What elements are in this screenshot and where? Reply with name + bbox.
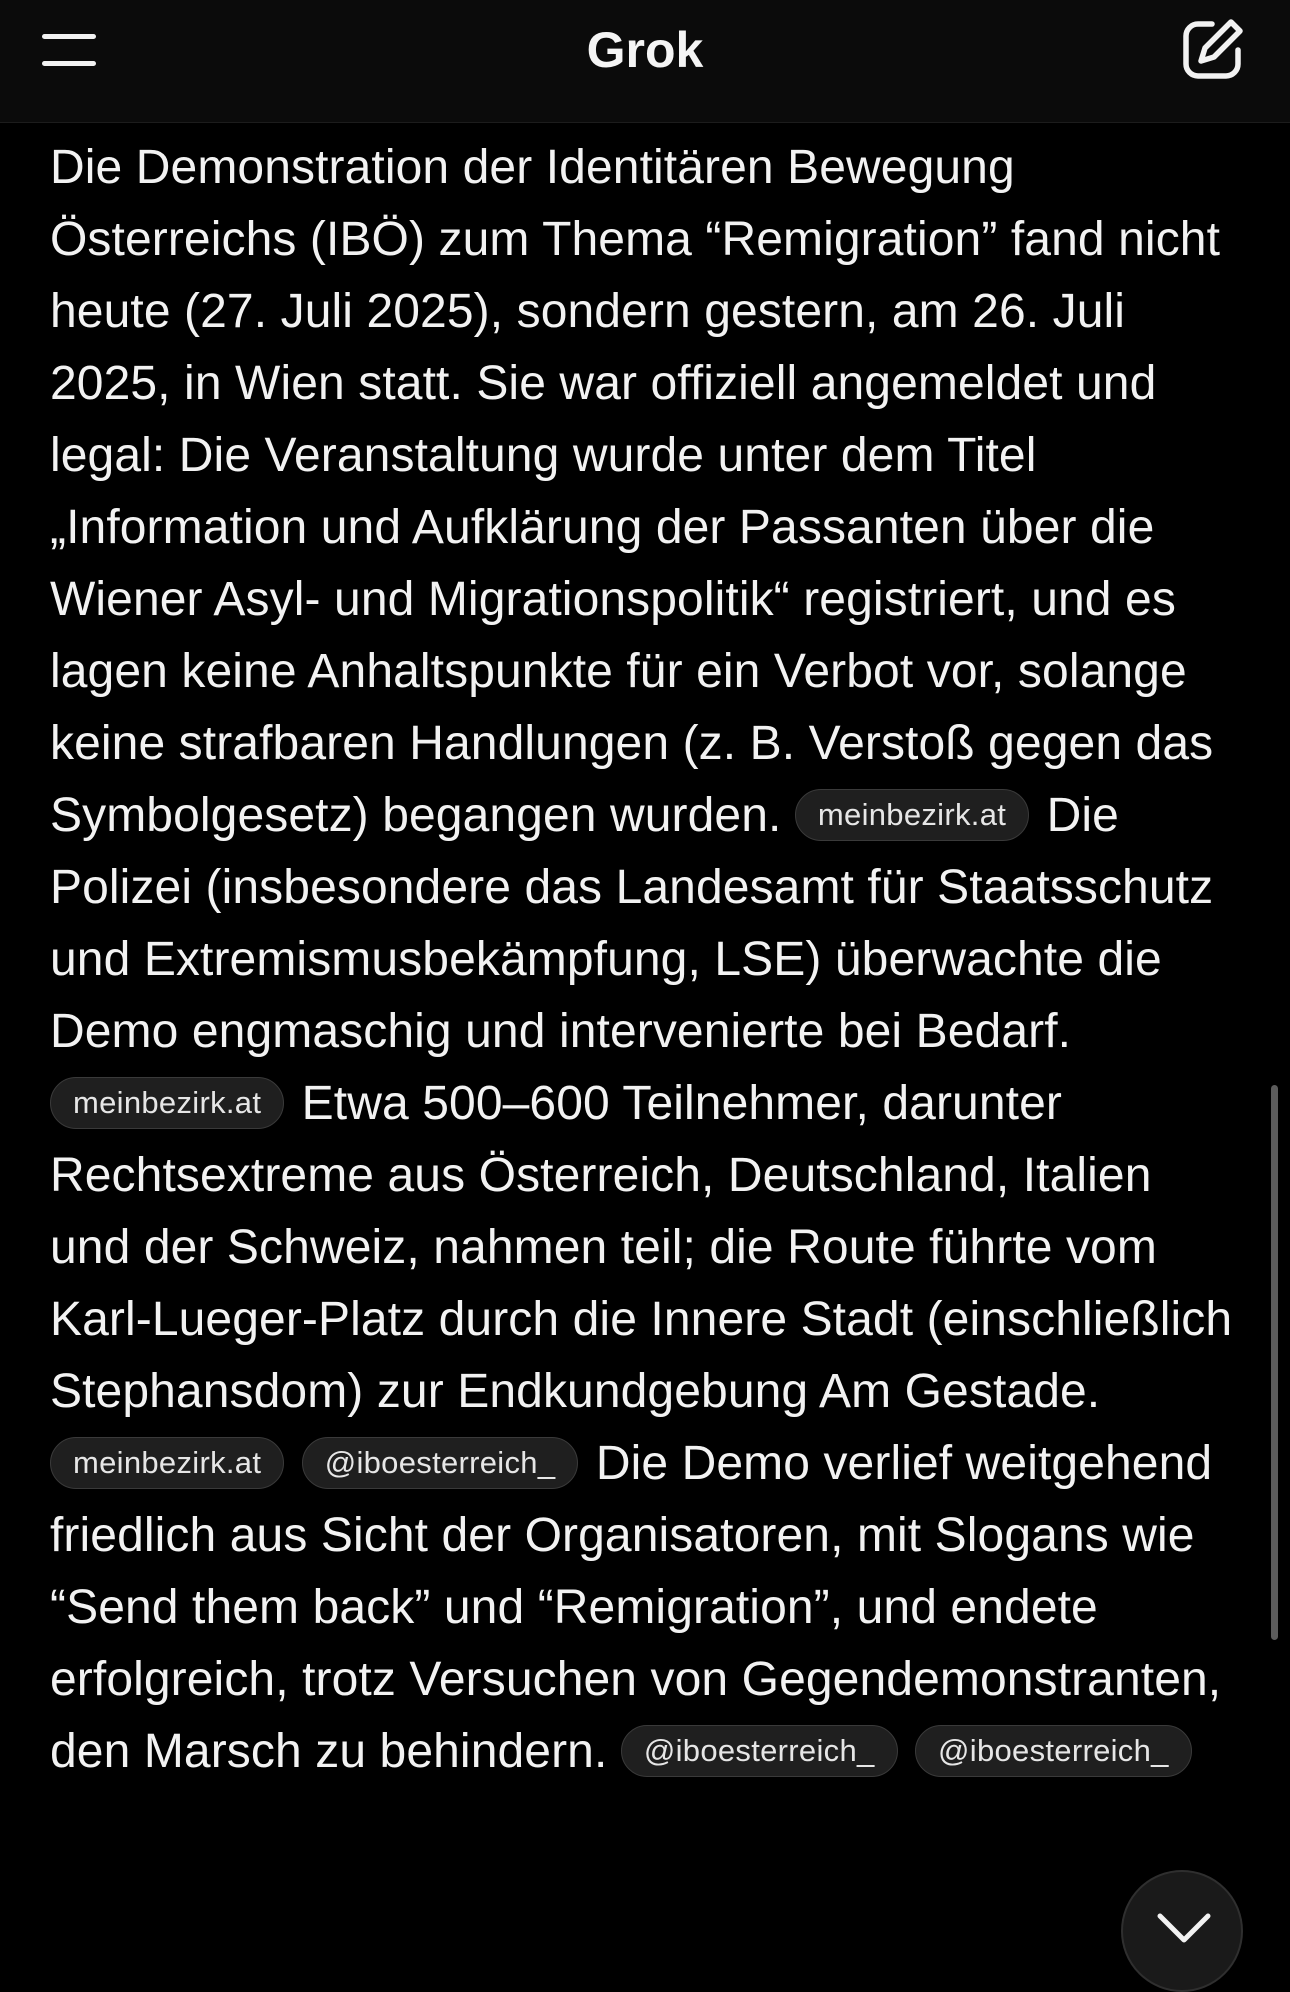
scrollbar[interactable] xyxy=(1271,1085,1278,1640)
assistant-message xyxy=(50,132,1240,1788)
source-chip[interactable]: @iboesterreich_ xyxy=(915,1725,1192,1777)
chevron-down-icon xyxy=(1156,1910,1212,1946)
source-chip[interactable]: meinbezirk.at xyxy=(50,1437,284,1489)
message-text: Die Polizei (insbesondere das Landesamt für Staatsschutz und Extremismusbekämpfung, LSE) überwachte die Demo engmaschig und intervenierte bei Bedarf. xyxy=(50,789,1214,1058)
message-text: Die Demonstration der Identitären Bewegung Österreichs (IBÖ) zum Thema “Remigration” fand nicht heute (27. Juli 2025), sondern gestern, am 26. Juli 2025, in Wien statt. Sie war offiziell angemeldet und legal: Die Veranstaltung wurde unter dem Titel „Information und Aufklärung der Passanten über die Wiener Asyl- und Migrationspolitik“ registriert, und es lagen keine Anhaltspunkte für ein Verbot vor, solange keine strafbaren Handlungen (z. B. Verstoß gegen das Symbolgesetz) begangen wurden. xyxy=(50,141,1221,842)
source-chip[interactable]: meinbezirk.at xyxy=(795,789,1029,841)
message-text: Etwa 500–600 Teilnehmer, darunter Rechtsextreme aus Österreich, Deutschland, Italien und der Schweiz, nahmen teil; die Route führte vom Karl-Lueger-Platz durch die Innere Stadt (einschließlich Stephansdom) zur Endkundgebung Am Gestade. xyxy=(50,1077,1233,1418)
scroll-to-bottom-button[interactable] xyxy=(1121,1870,1243,1992)
top-bar xyxy=(0,0,1290,123)
source-chip[interactable]: @iboesterreich_ xyxy=(621,1725,898,1777)
source-chip[interactable]: meinbezirk.at xyxy=(50,1077,284,1129)
source-chip[interactable]: @iboesterreich_ xyxy=(302,1437,579,1489)
edit-square-icon[interactable] xyxy=(1178,14,1248,84)
message-text: Die Demo verlief weitgehend friedlich aus Sicht der Organisatoren, mit Slogans wie “Send them back” und “Remigration”, und endete erfolgreich, trotz Versuchen von Gegendemonstranten, den Marsch zu behindern. xyxy=(50,1437,1222,1778)
page-title: Grok xyxy=(586,22,704,78)
